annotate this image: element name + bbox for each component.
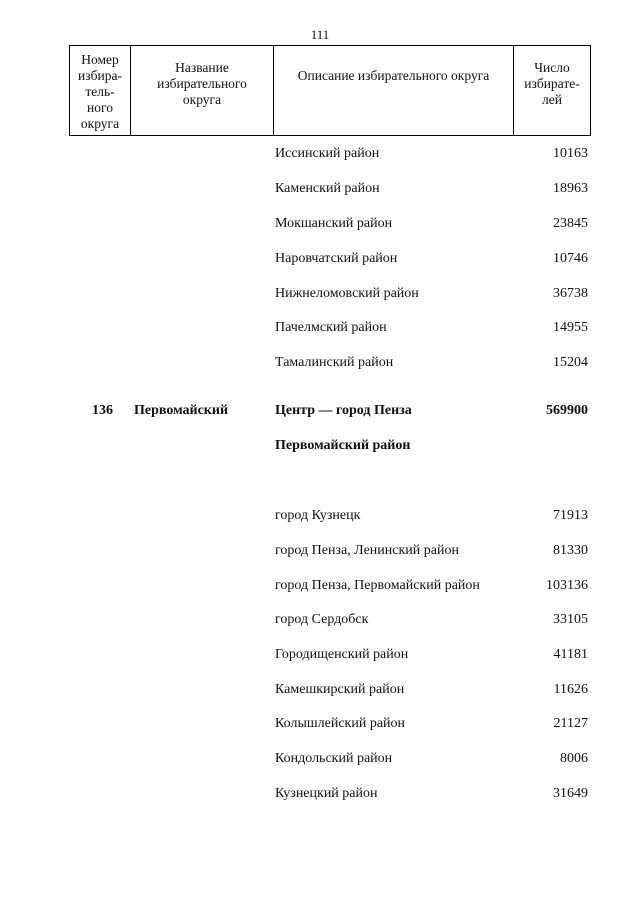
table-row [0,251,640,271]
table-row [0,355,640,375]
page-number: 111 [310,27,330,42]
voter-count: 103136 [546,578,588,593]
table-header [69,45,591,136]
voter-count: 18963 [553,181,588,196]
voter-count: 31649 [553,786,588,801]
district-description: город Сердобск [275,612,369,627]
table-row [0,286,640,306]
district-description: Городищенский район [275,647,409,662]
district-number: 136 [92,403,113,418]
district-description: Колышлейский район [275,716,406,731]
table-row [0,786,640,806]
district-description: Иссинский район [275,146,380,161]
table-row [0,320,640,340]
district-description: Камешкирский район [275,682,405,697]
header-district-name: Название избирательного округа [131,46,274,135]
voter-count: 71913 [553,508,588,523]
district-description: город Кузнецк [275,508,361,523]
district-description: город Пенза, Ленинский район [275,543,459,558]
table-row [0,403,640,423]
voter-count: 10746 [553,251,588,266]
voter-count: 81330 [553,543,588,558]
voter-count: 33105 [553,612,588,627]
table-row [0,716,640,736]
district-description: Наровчатский район [275,251,398,266]
header-voter-count: Число избирате- лей [524,60,580,107]
table-row [0,751,640,771]
district-description: Мокшанский район [275,216,393,231]
district-description: Нижнеломовский район [275,286,419,301]
district-description: город Пенза, Первомайский район [275,578,480,593]
voter-count: 8006 [560,751,588,766]
voter-count: 21127 [553,716,588,731]
header-district-description: Описание избирательного округа [274,46,514,135]
voter-count: 41181 [553,647,588,662]
table-row [0,682,640,702]
district-description: Пачелмский район [275,320,387,335]
district-description: Кондольский район [275,751,393,766]
table-row [0,578,640,598]
district-description: Кузнецкий район [275,786,378,801]
voter-count: 10163 [553,146,588,161]
district-name: Первомайский [134,403,229,418]
table-row [0,181,640,201]
voter-count: 569900 [546,403,588,418]
voter-count: 11626 [553,682,588,697]
table-row [0,647,640,667]
table-row [0,216,640,236]
table-row [0,543,640,563]
district-description: Центр — город Пенза [275,403,412,418]
table-row [0,438,640,458]
district-description: Каменский район [275,181,380,196]
voter-count: 14955 [553,320,588,335]
voter-count: 36738 [553,286,588,301]
table-row [0,508,640,528]
voter-count: 15204 [553,355,588,370]
district-description: Первомайский район [275,438,411,453]
table-row [0,146,640,166]
voter-count: 23845 [553,216,588,231]
table-row [0,612,640,632]
header-district-number: Номер избира- тель- ного округа [70,46,131,135]
district-description: Тамалинский район [275,355,394,370]
